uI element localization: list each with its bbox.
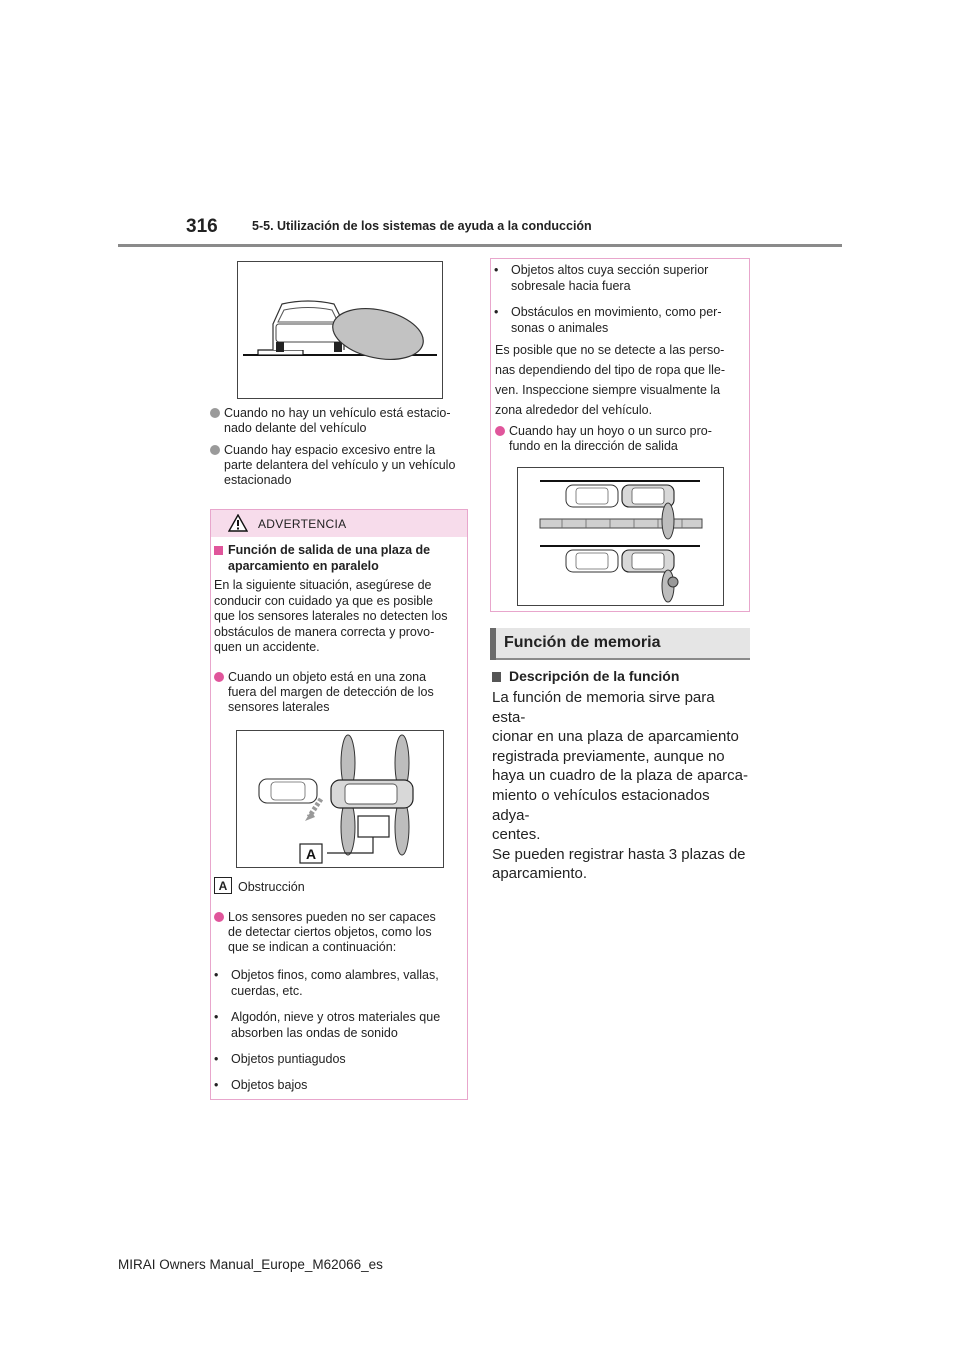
bullet-dot bbox=[210, 408, 220, 418]
section-title: 5-5. Utilización de los sistemas de ayuda a la conducción bbox=[252, 219, 592, 233]
clothing-paragraph: Es posible que no se detecte a las perso- nas dependiendo del tipo de ropa que lle- ven. Inspeccione siempre visualmente la zona alrededor del vehículo. bbox=[495, 343, 726, 417]
warning-bullet-cannot-detect: Los sensores pueden no ser capaces de detectar ciertos objetos, como los que se indican a continuación: bbox=[214, 910, 466, 958]
bullet-no-vehicle: Cuando no hay un vehículo está estacio- nado delante del vehículo bbox=[210, 406, 468, 438]
footer-manual-name: MIRAI Owners Manual_Europe_M62066_es bbox=[118, 1257, 383, 1272]
list-item: • Objetos altos cuya sección superior sobresale hacia fuera bbox=[494, 263, 709, 293]
memory-header-accent bbox=[490, 628, 496, 660]
legend-letter-box bbox=[214, 877, 232, 894]
figure-label-a: A bbox=[305, 846, 317, 862]
bullet-dot bbox=[214, 672, 224, 682]
square-bullet-icon bbox=[214, 546, 223, 555]
memory-section-title: Función de memoria bbox=[504, 634, 661, 651]
warning-title: ADVERTENCIA bbox=[258, 517, 347, 531]
square-bullet-icon bbox=[492, 672, 501, 682]
memory-description: La función de memoria sirve para esta- cionar en una plaza de aparcamiento registrada previamente, aunque no haya un cuadro de la plaza de aparca- miento o vehículos estacionados adya- centes. Se pueden registrar hasta 3 plazas de aparcamiento. bbox=[492, 689, 749, 883]
list-item: • Objetos puntiagudos bbox=[214, 1052, 346, 1066]
list-item: • Algodón, nieve y otros materiales que absorben las ondas de sonido bbox=[214, 1010, 441, 1040]
figure-side-sensor-obstruction bbox=[236, 730, 444, 868]
list-item: • Objetos finos, como alambres, vallas, cuerdas, etc. bbox=[214, 968, 439, 998]
legend-letter: A bbox=[218, 879, 228, 893]
page-number: 316 bbox=[186, 216, 218, 237]
list-item: • Obstáculos en movimiento, como per- sonas o animales bbox=[494, 305, 722, 335]
bullet-dot bbox=[210, 445, 220, 455]
warning-intro: En la siguiente situación, asegúrese de conducir con cuidado ya que es posible que los sensores laterales no detecten los obstáculos de manera correcta y provo- quen un accidente. bbox=[214, 578, 448, 655]
figure-parking-hole bbox=[517, 467, 724, 606]
warning-bullet-outside-range: Cuando un objeto está en una zona fuera del margen de detección de los sensores laterales bbox=[214, 670, 466, 718]
warning-bullet-hole: Cuando hay un hoyo o un surco pro- fundo en la dirección de salida bbox=[495, 424, 747, 456]
bullet-excess-space: Cuando hay espacio excesivo entre la parte delantera del vehículo y un vehículo estacionado bbox=[210, 443, 468, 491]
header-divider bbox=[118, 244, 842, 247]
warning-triangle-icon bbox=[228, 514, 248, 532]
legend-text: Obstrucción bbox=[238, 880, 305, 894]
bullet-dot bbox=[214, 912, 224, 922]
figure-car-front-sensor bbox=[237, 261, 443, 399]
bullet-dot bbox=[495, 426, 505, 436]
list-item: • Objetos bajos bbox=[214, 1078, 308, 1092]
